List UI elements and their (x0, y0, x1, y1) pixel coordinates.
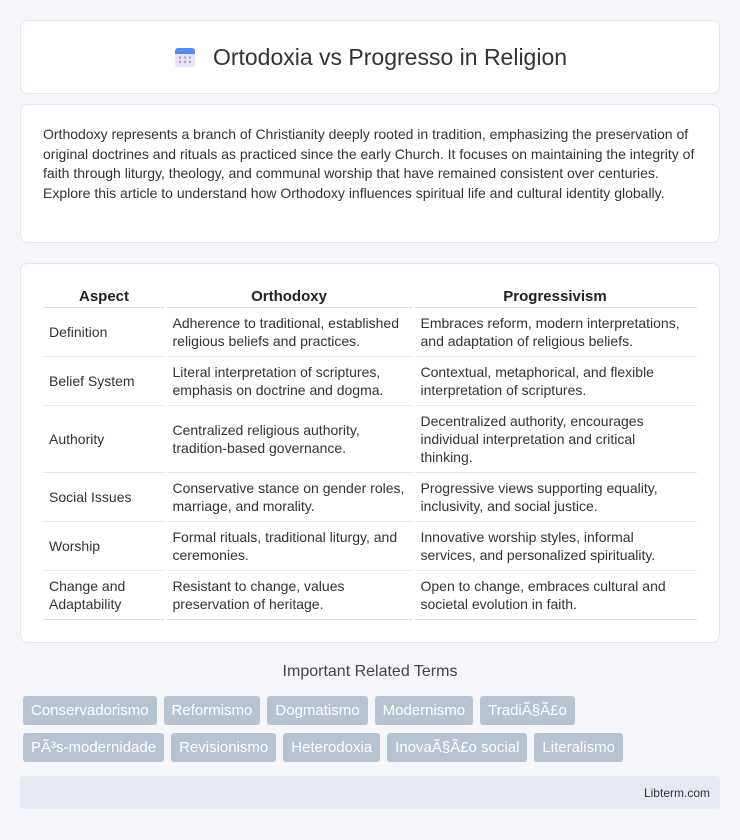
tag-link[interactable]: TradiÃ§Ã£o (480, 696, 575, 725)
cell-orthodoxy: Conservative stance on gender roles, marriage, and morality. (165, 473, 413, 522)
calendar-icon (173, 45, 197, 69)
cell-orthodoxy: Adherence to traditional, established religious beliefs and practices. (165, 308, 413, 357)
tag-link[interactable]: Dogmatismo (267, 696, 367, 725)
related-terms (23, 696, 723, 770)
tag-link[interactable]: Heterodoxia (283, 733, 380, 762)
table-row (43, 406, 697, 473)
tag-link[interactable]: Modernismo (375, 696, 474, 725)
header-progressivism: Progressivism (413, 284, 697, 308)
cell-progressivism: Innovative worship styles, informal services, and personalized spirituality. (413, 522, 697, 571)
cell-orthodoxy: Formal rituals, traditional liturgy, and ceremonies. (165, 522, 413, 571)
cell-aspect: Definition (43, 308, 165, 357)
tag-link[interactable]: Literalismo (534, 733, 623, 762)
table-row (43, 357, 697, 406)
table-row (43, 473, 697, 522)
header-aspect: Aspect (43, 284, 165, 308)
cell-progressivism: Embraces reform, modern interpretations, and adaptation of religious beliefs. (413, 308, 697, 357)
tag-row (23, 733, 723, 762)
tag-link[interactable]: InovaÃ§Ã£o social (387, 733, 527, 762)
cell-aspect: Social Issues (43, 473, 165, 522)
table-row (43, 522, 697, 571)
page-title: Ortodoxia vs Progresso in Religion (212, 43, 568, 70)
comparison-table (43, 284, 697, 620)
cell-progressivism: Open to change, embraces cultural and societal evolution in faith. (413, 571, 697, 620)
cell-aspect: Authority (43, 406, 165, 473)
table-row (43, 571, 697, 620)
intro-text: Orthodoxy represents a branch of Christianity deeply rooted in tradition, emphasizing the preservation of original doctrines and rituals as practiced since the early Church. It focuses on maintaining the integrity of faith through liturgy, theology, and communal worship that have remained consistent over centuries. Explore this article to understand how Orthodoxy influences spiritual life and cultural identity globally. (43, 126, 695, 201)
title-card (20, 20, 720, 94)
related-terms-title: Important Related Terms (282, 663, 458, 680)
footer-site-link[interactable]: Libterm.com (643, 786, 710, 800)
cell-aspect: Worship (43, 522, 165, 571)
tag-row (23, 696, 723, 725)
cell-progressivism: Decentralized authority, encourages individual interpretation and critical thinking. (413, 406, 697, 473)
table-header-row (43, 284, 697, 308)
cell-progressivism: Contextual, metaphorical, and flexible interpretation of scriptures. (413, 357, 697, 406)
tag-link[interactable]: Revisionismo (171, 733, 276, 762)
cell-orthodoxy: Literal interpretation of scriptures, emphasis on doctrine and dogma. (165, 357, 413, 406)
comparison-table-card (20, 263, 720, 643)
tag-link[interactable]: Reformismo (164, 696, 261, 725)
header-orthodoxy: Orthodoxy (165, 284, 413, 308)
table-row (43, 308, 697, 357)
tag-link[interactable]: Conservadorismo (23, 696, 157, 725)
cell-progressivism: Progressive views supporting equality, inclusivity, and social justice. (413, 473, 697, 522)
cell-orthodoxy: Centralized religious authority, tradition-based governance. (165, 406, 413, 473)
cell-aspect: Change and Adaptability (43, 571, 165, 620)
tag-link[interactable]: PÃ³s-modernidade (23, 733, 164, 762)
cell-aspect: Belief System (43, 357, 165, 406)
intro-card (20, 104, 720, 243)
footer (20, 776, 720, 809)
cell-orthodoxy: Resistant to change, values preservation of heritage. (165, 571, 413, 620)
